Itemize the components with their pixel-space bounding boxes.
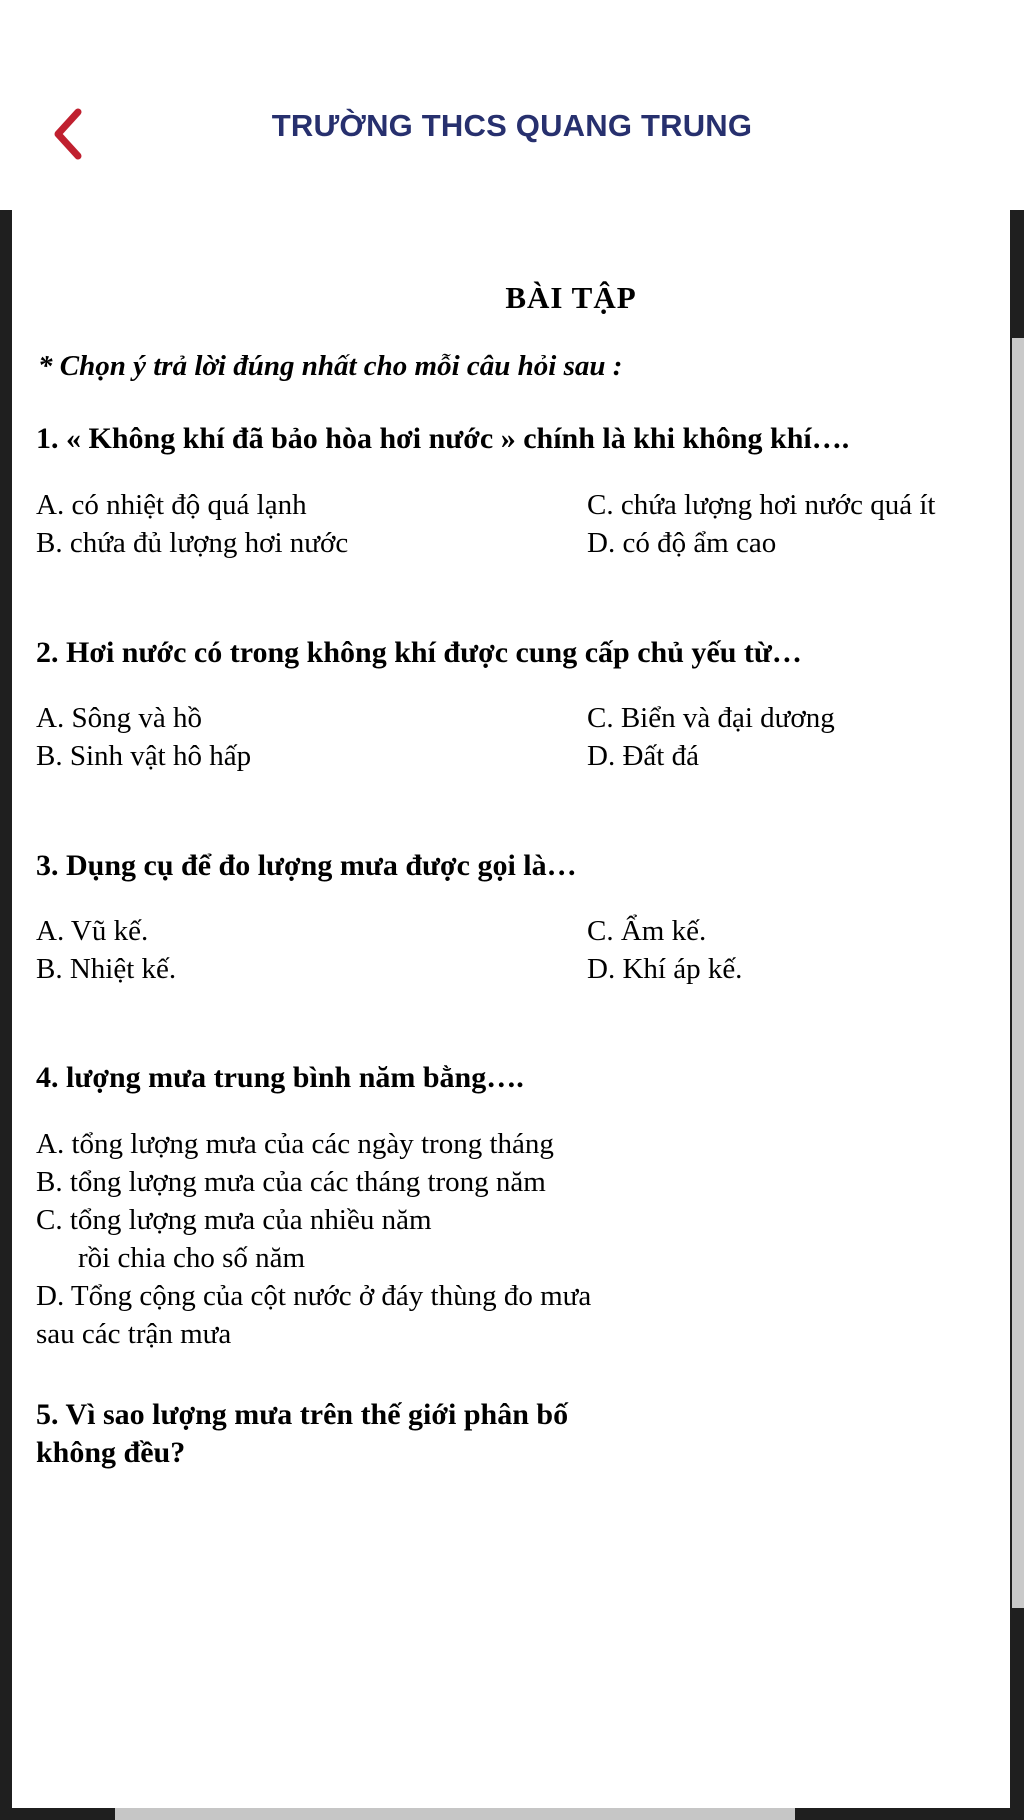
q4-option-d: D. Tổng cộng của cột nước ở đáy thùng đo mưa [36,1280,592,1312]
q1-option-a: A. có nhiệt độ quá lạnh [36,489,307,521]
instruction-text: * Chọn ý trả lời đúng nhất cho mỗi câu hỏi sau : [38,350,623,382]
q2-option-a: A. Sông và hồ [36,702,202,734]
q3-option-c: C. Ẩm kế. [587,915,707,947]
app-header [0,0,1024,210]
q3-option-a: A. Vũ kế. [36,915,149,947]
q4-option-a: A. tổng lượng mưa của các ngày trong tháng [36,1128,554,1160]
page-title: TRƯỜNG THCS QUANG TRUNG [271,108,753,143]
q2-option-b: B. Sinh vật hô hấp [36,740,252,772]
q3-option-d: D. Khí áp kế. [587,953,743,985]
q4-option-c: C. tổng lượng mưa của nhiều năm [36,1204,432,1236]
document-title-text: BÀI TẬP [505,280,637,315]
q4-option-b: B. tổng lượng mưa của các tháng trong năm [36,1166,546,1198]
vertical-scrollbar[interactable] [1012,338,1024,1608]
q4-option-c-continued: rồi chia cho số năm [78,1242,306,1274]
q2-option-d: D. Đất đá [587,740,699,772]
q4-option-d-continued: sau các trận mưa [36,1318,232,1350]
viewer-frame-left [0,210,12,1820]
question-5-line-2: không đều? [36,1436,186,1469]
document-title [12,280,1010,316]
horizontal-scrollbar[interactable] [115,1808,795,1820]
q1-option-c: C. chứa lượng hơi nước quá ít [587,489,936,521]
q1-option-d: D. có độ ẩm cao [587,527,777,559]
q3-option-b: B. Nhiệt kế. [36,953,177,985]
question-4: 4. lượng mưa trung bình năm bằng…. [36,1061,524,1094]
question-5-line-1: 5. Vì sao lượng mưa trên thế giới phân bố [36,1398,569,1431]
document-page[interactable] [12,210,1010,1808]
q2-option-c: C. Biển và đại dương [587,702,835,734]
question-3: 3. Dụng cụ để đo lượng mưa được gọi là… [36,849,577,882]
question-2: 2. Hơi nước có trong không khí được cung cấp chủ yếu từ… [36,636,802,669]
question-1: 1. « Không khí đã bảo hòa hơi nước » chính là khi không khí…. [36,422,850,455]
q1-option-b: B. chứa đủ lượng hơi nước [36,527,349,559]
